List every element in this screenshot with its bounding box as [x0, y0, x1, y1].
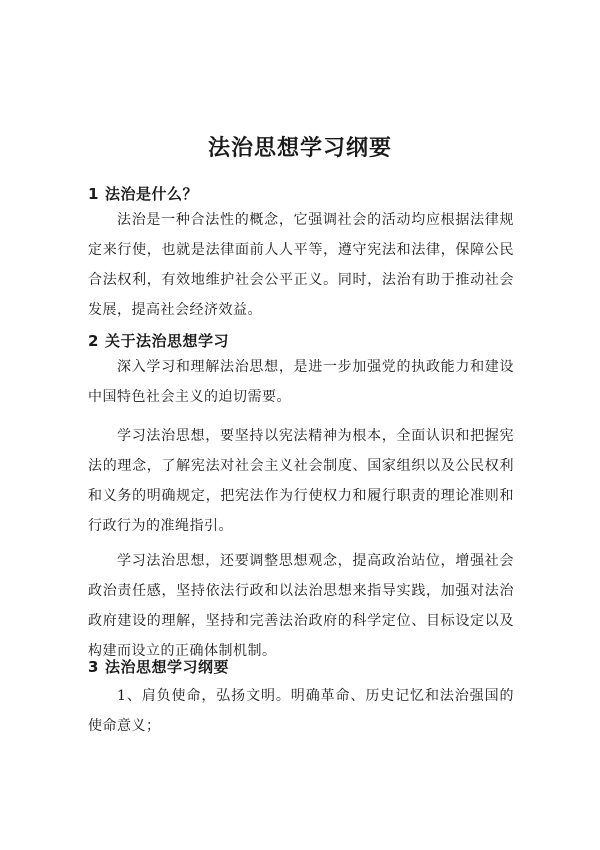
section-3-heading: [88, 656, 229, 677]
section-number: 3: [88, 658, 99, 676]
section-1-heading: [88, 183, 198, 204]
section-3-paragraph-1: 1、肩负使命，弘扬文明。明确革命、历史记忆和法治强国的使命意义；: [88, 688, 514, 734]
section-title: 法治思想学习纲要: [105, 658, 230, 676]
section-2-paragraph-1: 深入学习和理解法治思想，是进一步加强党的执政能力和建设中国特色社会主义的迫切需要。: [88, 359, 514, 405]
section-1-paragraph-1: 法治是一种合法性的概念，它强调社会的活动均应根据法律规定来行使，也就是法律面前人人平等，遵守宪法和法律，保障公民合法权利，有效地维护社会公平正义。同时，法治有助于推动社会发展，提高社会经济效益。: [88, 212, 514, 318]
section-2-heading: [88, 330, 229, 351]
section-number: 2: [88, 332, 99, 350]
section-title: 关于法治思想学习: [105, 332, 230, 350]
section-2-paragraph-2: 学习法治思想，要坚持以宪法精神为根本，全面认识和把握宪法的理念，了解宪法对社会主义社会制度、国家组织以及公民权利和义务的明确规定，把宪法作为行使权力和履行职责的理论准则和行政行为的准绳指引。: [88, 428, 514, 534]
document-title: 法治思想学习纲要: [207, 136, 392, 161]
section-2-paragraph-3: 学习法治思想，还要调整思想观念，提高政治站位，增强社会政治责任感，坚持依法行政和以法治思想来指导实践，加强对法治政府建设的理解，坚持和完善法治政府的科学定位、目标设定以及构建而设立的正确体制机制。: [88, 553, 514, 659]
section-title: 法治是什么？: [105, 185, 199, 203]
section-number: 1: [88, 185, 99, 203]
